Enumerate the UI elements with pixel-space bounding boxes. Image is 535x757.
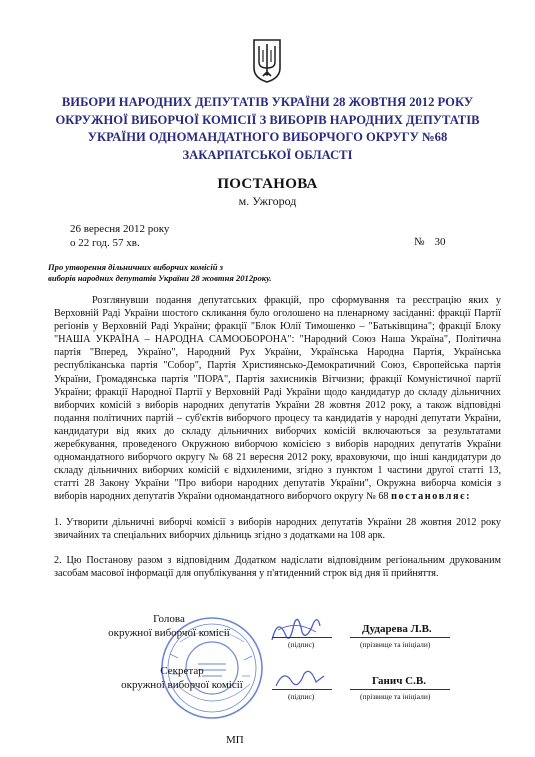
subject-line-2: виборів народних депутатів України 28 жовтня 2012року.	[48, 273, 272, 283]
heading-line-3: УКРАЇНИ ОДНОМАНДАТНОГО ВИБОРЧОГО ОКРУГУ №68	[87, 130, 448, 144]
document-date-block	[70, 222, 169, 250]
chair-signature-line	[272, 637, 332, 638]
chair-title	[104, 612, 234, 640]
secretary-title	[112, 664, 252, 692]
secretary-title-line-1: Секретар	[160, 665, 204, 677]
chair-title-line-2: окружної виборчої комісії	[108, 627, 230, 639]
subject-line-1: Про утворення дільничних виборчих комісій з	[48, 262, 223, 272]
chair-name: Дударева Л.В.	[362, 623, 432, 635]
number-value: 30	[434, 236, 446, 248]
chair-name-line	[350, 637, 450, 638]
chair-title-line-1: Голова	[153, 613, 185, 625]
resolution-item-2: 2. Цю Постанову разом з відповідним Додатком надіслати відповідним регіональним друкованим засобам масової інформації для опублікування у п'ятиденний строк від дня її прийняття.	[54, 554, 501, 579]
chair-signature-caption: (підпис)	[288, 640, 315, 649]
document-time: о 22 год. 57 хв.	[70, 237, 140, 249]
document-place: м. Ужгород	[238, 194, 297, 208]
document-date: 26 вересня 2012 року	[70, 223, 170, 235]
secretary-name: Ганич С.В.	[372, 675, 426, 687]
heading-line-2: ОКРУЖНОЇ ВИБОРЧОЇ КОМІСІЇ З ВИБОРІВ НАРОДНИХ ДЕПУТАТІВ	[55, 112, 480, 127]
seal-mark: МП	[226, 734, 244, 746]
preamble-text: Розглянувши подання депутатських фракцій, про сформування та реєстрацію яких у Верховній Раді України шостого скликання було оголошено на пленарному засіданні: фракції Партії регіонів у Верховній Раді України; фракції "Блок Юлії Тимошенко – "Батьківщина"; фракції Блоку "НАША УКРАЇНА – НАРОДНА САМООБОРОНА": "Народний Союз Наша Україна", Політична партія "Вперед, Україно", Народний Рух України, Українська Народна Партія, Українська республіканська партія "Собор", Партія Християнсько-Демократичний Союз, Європейська партія України, Громадянська партія "ПОРА", Партія захисників Вітчизни; фракції Комуністичної партії України; фракції Народної Партії у Верховній Раді України щодо кандидатур до складу дільничних виборчих комісій з виборів народних депутатів України 28 жовтня 2012 року, а також відповідні подання політичних партій – суб'єктів виборчого процесу та кандидатів у народні депутати України, кандидатури від яких до складу дільничних виборчих комісій включаються за результатами жеребкування, проведеного Окружною виборчою комісією з виборів народних депутатів України одномандатного виборчого округу № 68 21 вересня 2012 року, враховуючи, що інші кандидатури до складу дільничних виборчих комісій є відхиленими, згідно з пунктом 1 частини другої статті 13, статті 28 Закону України "Про вибори народних депутатів України", Окружна виборча комісія з виборів народних депутатів України одномандатного виборчого округу № 68	[54, 295, 501, 503]
chair-name-caption: (прізвище та ініціали)	[360, 640, 431, 649]
secretary-signature-caption: (підпис)	[288, 692, 315, 701]
heading-line-4: ЗАКАРПАТСЬКОЇ ОБЛАСТІ	[182, 147, 353, 162]
heading-line-1: ВИБОРИ НАРОДНИХ ДЕПУТАТІВ УКРАЇНИ 28 ЖОВТНЯ 2012 РОКУ	[61, 95, 474, 109]
commission-heading	[40, 94, 495, 164]
secretary-name-line	[350, 689, 450, 690]
secretary-signature-line	[272, 689, 332, 690]
document-type-title: ПОСТАНОВА	[217, 176, 318, 192]
number-sign: №	[414, 236, 425, 248]
secretary-name-caption: (прізвище та ініціали)	[360, 692, 431, 701]
secretary-title-line-2: окружної виборчої комісії	[121, 679, 243, 691]
document-body	[54, 294, 501, 580]
document-number	[414, 236, 446, 248]
trident-emblem-icon	[252, 38, 282, 84]
resolution-item-1: 1. Утворити дільничні виборчі комісії з виборів народних депутатів України 28 жовтня 2012 року звичайних та спеціальних виборчих дільниць згідно з додатками на 108 арк.	[54, 516, 501, 541]
preamble-paragraph	[54, 294, 501, 504]
resolves-keyword: постановляє:	[391, 491, 472, 503]
document-subject	[48, 262, 328, 284]
